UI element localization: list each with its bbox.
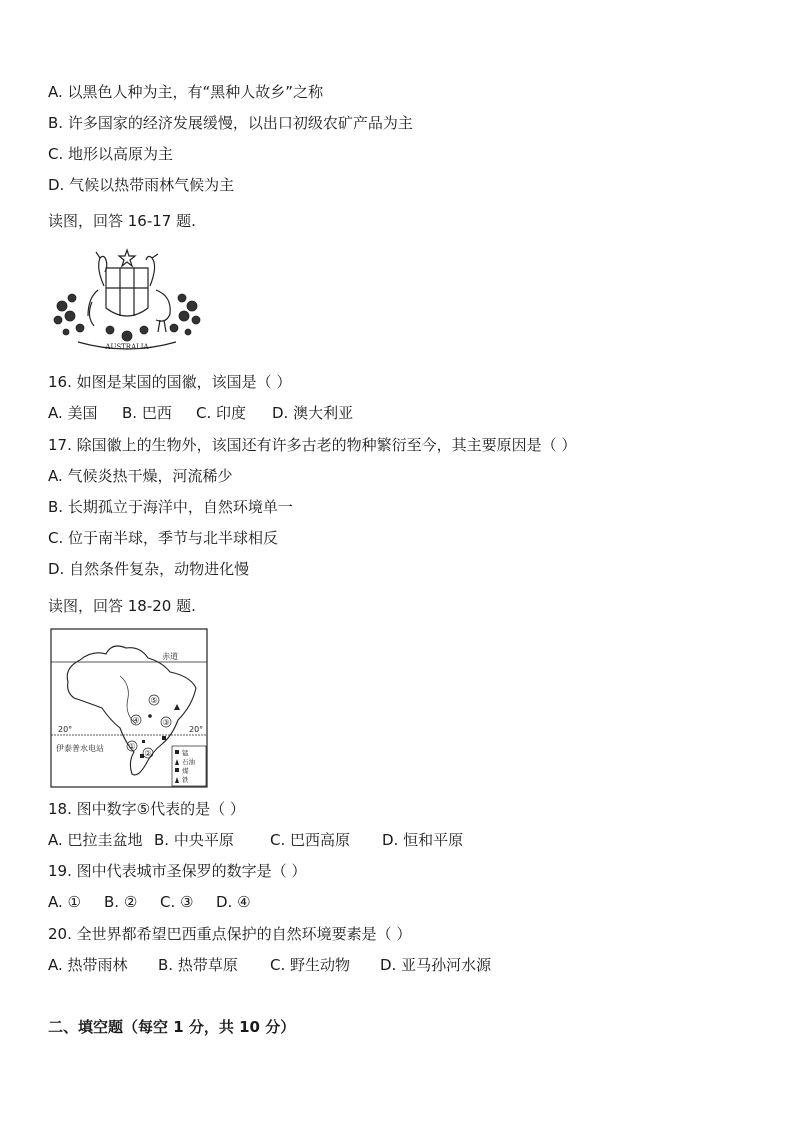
q20-options — [48, 955, 491, 975]
q20-stem: 20. 全世界都希望巴西重点保护的自然环境要素是（ ） — [48, 925, 412, 943]
q19-option-c: C. ③ — [160, 893, 194, 911]
q15-option-d: D. 气候以热带雨林气候为主 — [48, 176, 235, 194]
q20-option-b: B. 热带草原 — [158, 956, 238, 974]
q19-stem: 19. 图中代表城市圣保罗的数字是（ ） — [48, 862, 307, 880]
q15-option-b: B. 许多国家的经济发展缓慢，以出口初级农矿产品为主 — [48, 114, 413, 132]
q16-option-a: A. 美国 — [48, 404, 98, 422]
q16-option-d: D. 澳大利亚 — [272, 404, 354, 422]
q20-option-c: C. 野生动物 — [270, 956, 351, 974]
q18-stem: 18. 图中数字⑤代表的是（ ） — [48, 800, 245, 818]
brazil-map-figure — [50, 628, 208, 788]
q15-option-c: C. 地形以高原为主 — [48, 145, 174, 163]
q15-option-a: A. 以黑色人种为主，有“黑种人故乡”之称 — [48, 83, 324, 101]
instruction-18-20: 读图，回答 18-20 题. — [48, 597, 196, 615]
coat-of-arms-figure — [48, 246, 206, 356]
q16-options — [48, 403, 353, 423]
q20-option-a: A. 热带雨林 — [48, 956, 128, 974]
equator-label: 赤道 — [162, 652, 178, 661]
q18-option-c: C. 巴西高原 — [270, 831, 351, 849]
q17-option-c: C. 位于南半球，季节与北半球相反 — [48, 529, 279, 547]
lat-label-right: 20° — [189, 725, 204, 734]
q18-option-d: D. 恒和平原 — [382, 831, 464, 849]
q18-option-a: A. 巴拉圭盆地 — [48, 831, 143, 849]
marker-3: ③ — [162, 718, 170, 727]
legend-oil: 石油 — [182, 758, 195, 766]
q18-option-b: B. 中央平原 — [154, 831, 234, 849]
q19-option-b: B. ② — [104, 893, 138, 911]
q17-stem: 17. 除国徽上的生物外，该国还有许多古老的物种繁衍至今，其主要原因是（ ） — [48, 436, 577, 454]
q18-options — [48, 830, 463, 850]
station-label: 伊泰普水电站 — [56, 744, 104, 753]
marker-1: ① — [128, 742, 136, 751]
marker-4: ④ — [132, 716, 140, 725]
legend-manganese: 锰 — [182, 749, 189, 757]
q16-stem: 16. 如图是某国的国徽，该国是（ ） — [48, 373, 292, 391]
section-2-heading: 二、填空题（每空 1 分，共 10 分） — [48, 1018, 296, 1036]
q19-option-a: A. ① — [48, 893, 81, 911]
legend-coal: 煤 — [182, 767, 189, 775]
marker-2: ② — [144, 749, 152, 758]
lat-label-left: 20° — [58, 725, 73, 734]
emblem-ribbon-text: AUSTRALIA — [105, 343, 149, 351]
q19-options — [48, 892, 251, 912]
q17-option-b: B. 长期孤立于海洋中，自然环境单一 — [48, 498, 293, 516]
q20-option-d: D. 亚马孙河水源 — [380, 956, 492, 974]
q17-option-d: D. 自然条件复杂，动物进化慢 — [48, 560, 250, 578]
instruction-16-17: 读图，回答 16-17 题. — [48, 212, 196, 230]
marker-5: ⑤ — [150, 696, 158, 705]
q16-option-b: B. 巴西 — [122, 404, 172, 422]
q17-option-a: A. 气候炎热干燥，河流稀少 — [48, 467, 233, 485]
q19-option-d: D. ④ — [216, 893, 251, 911]
legend-iron: 铁 — [182, 776, 189, 784]
q16-option-c: C. 印度 — [196, 404, 247, 422]
